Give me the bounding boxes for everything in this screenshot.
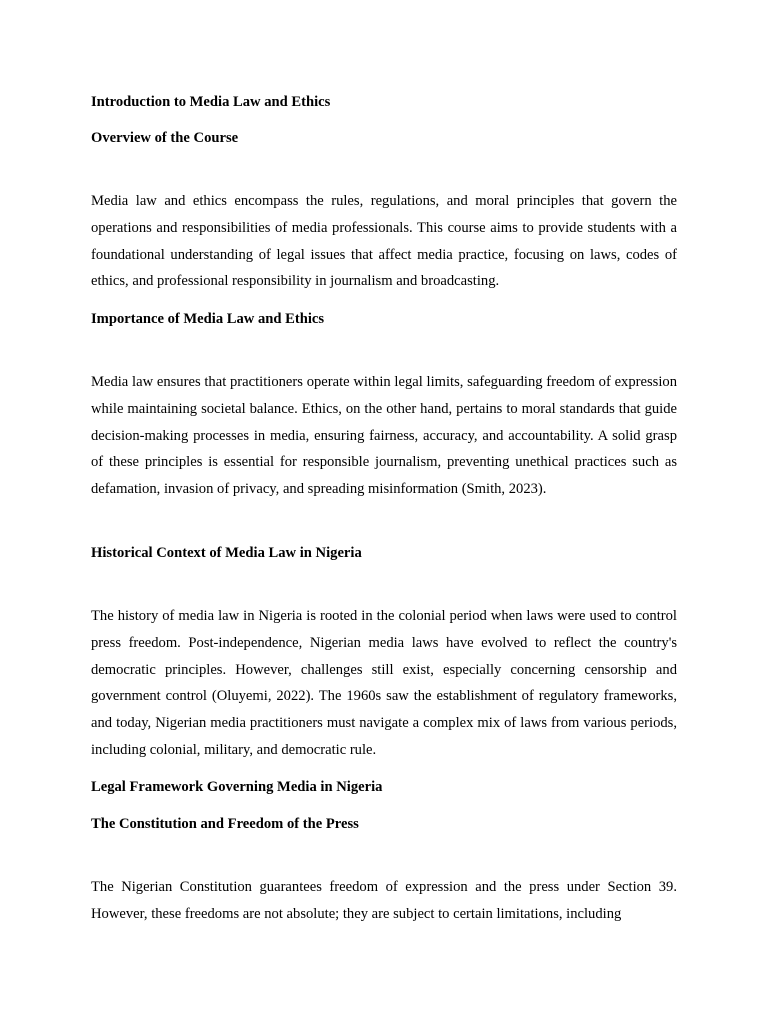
section-heading-importance: Importance of Media Law and Ethics — [91, 311, 325, 327]
section-heading-constitution: The Constitution and Freedom of the Press — [91, 816, 359, 832]
section-body-historical-context: The history of media law in Nigeria is rooted in the colonial period when laws were used to control press freedom. Post-independence, Nigerian media laws have evolved to reflect the country's democratic principles. However, challenges still exist, especially concerning censorship and government control (Oluyemi, 2022). The 1960s saw the establishment of regulatory frameworks, and today, Nigerian media practitioners must navigate a complex mix of laws from various periods, including colonial, military, and democratic rule. — [91, 608, 677, 758]
section-body-importance: Media law ensures that practitioners operate within legal limits, safeguarding freedom of expression while maintaining societal balance. Ethics, on the other hand, pertains to moral standards that guide decision-making processes in media, ensuring fairness, accuracy, and accountability. A solid grasp of these principles is essential for responsible journalism, preventing unethical practices such as defamation, invasion of privacy, and spreading misinformation (Smith, 2023). — [91, 374, 677, 498]
section-heading-overview: Overview of the Course — [91, 130, 239, 146]
section-body-overview: Media law and ethics encompass the rules, regulations, and moral principles that govern the operations and responsibilities of media professionals. This course aims to provide students with a foundational understanding of legal issues that affect media practice, focusing on laws, codes of ethics, and professional responsibility in journalism and broadcasting. — [91, 193, 677, 290]
document-title: Introduction to Media Law and Ethics — [91, 94, 331, 110]
section-body-constitution: The Nigerian Constitution guarantees freedom of expression and the press under Section 39. However, these freedoms are not absolute; they are subject to certain limitations, including — [91, 879, 677, 922]
section-heading-legal-framework: Legal Framework Governing Media in Nigeria — [91, 779, 383, 795]
section-heading-historical-context: Historical Context of Media Law in Nigeria — [91, 545, 362, 561]
